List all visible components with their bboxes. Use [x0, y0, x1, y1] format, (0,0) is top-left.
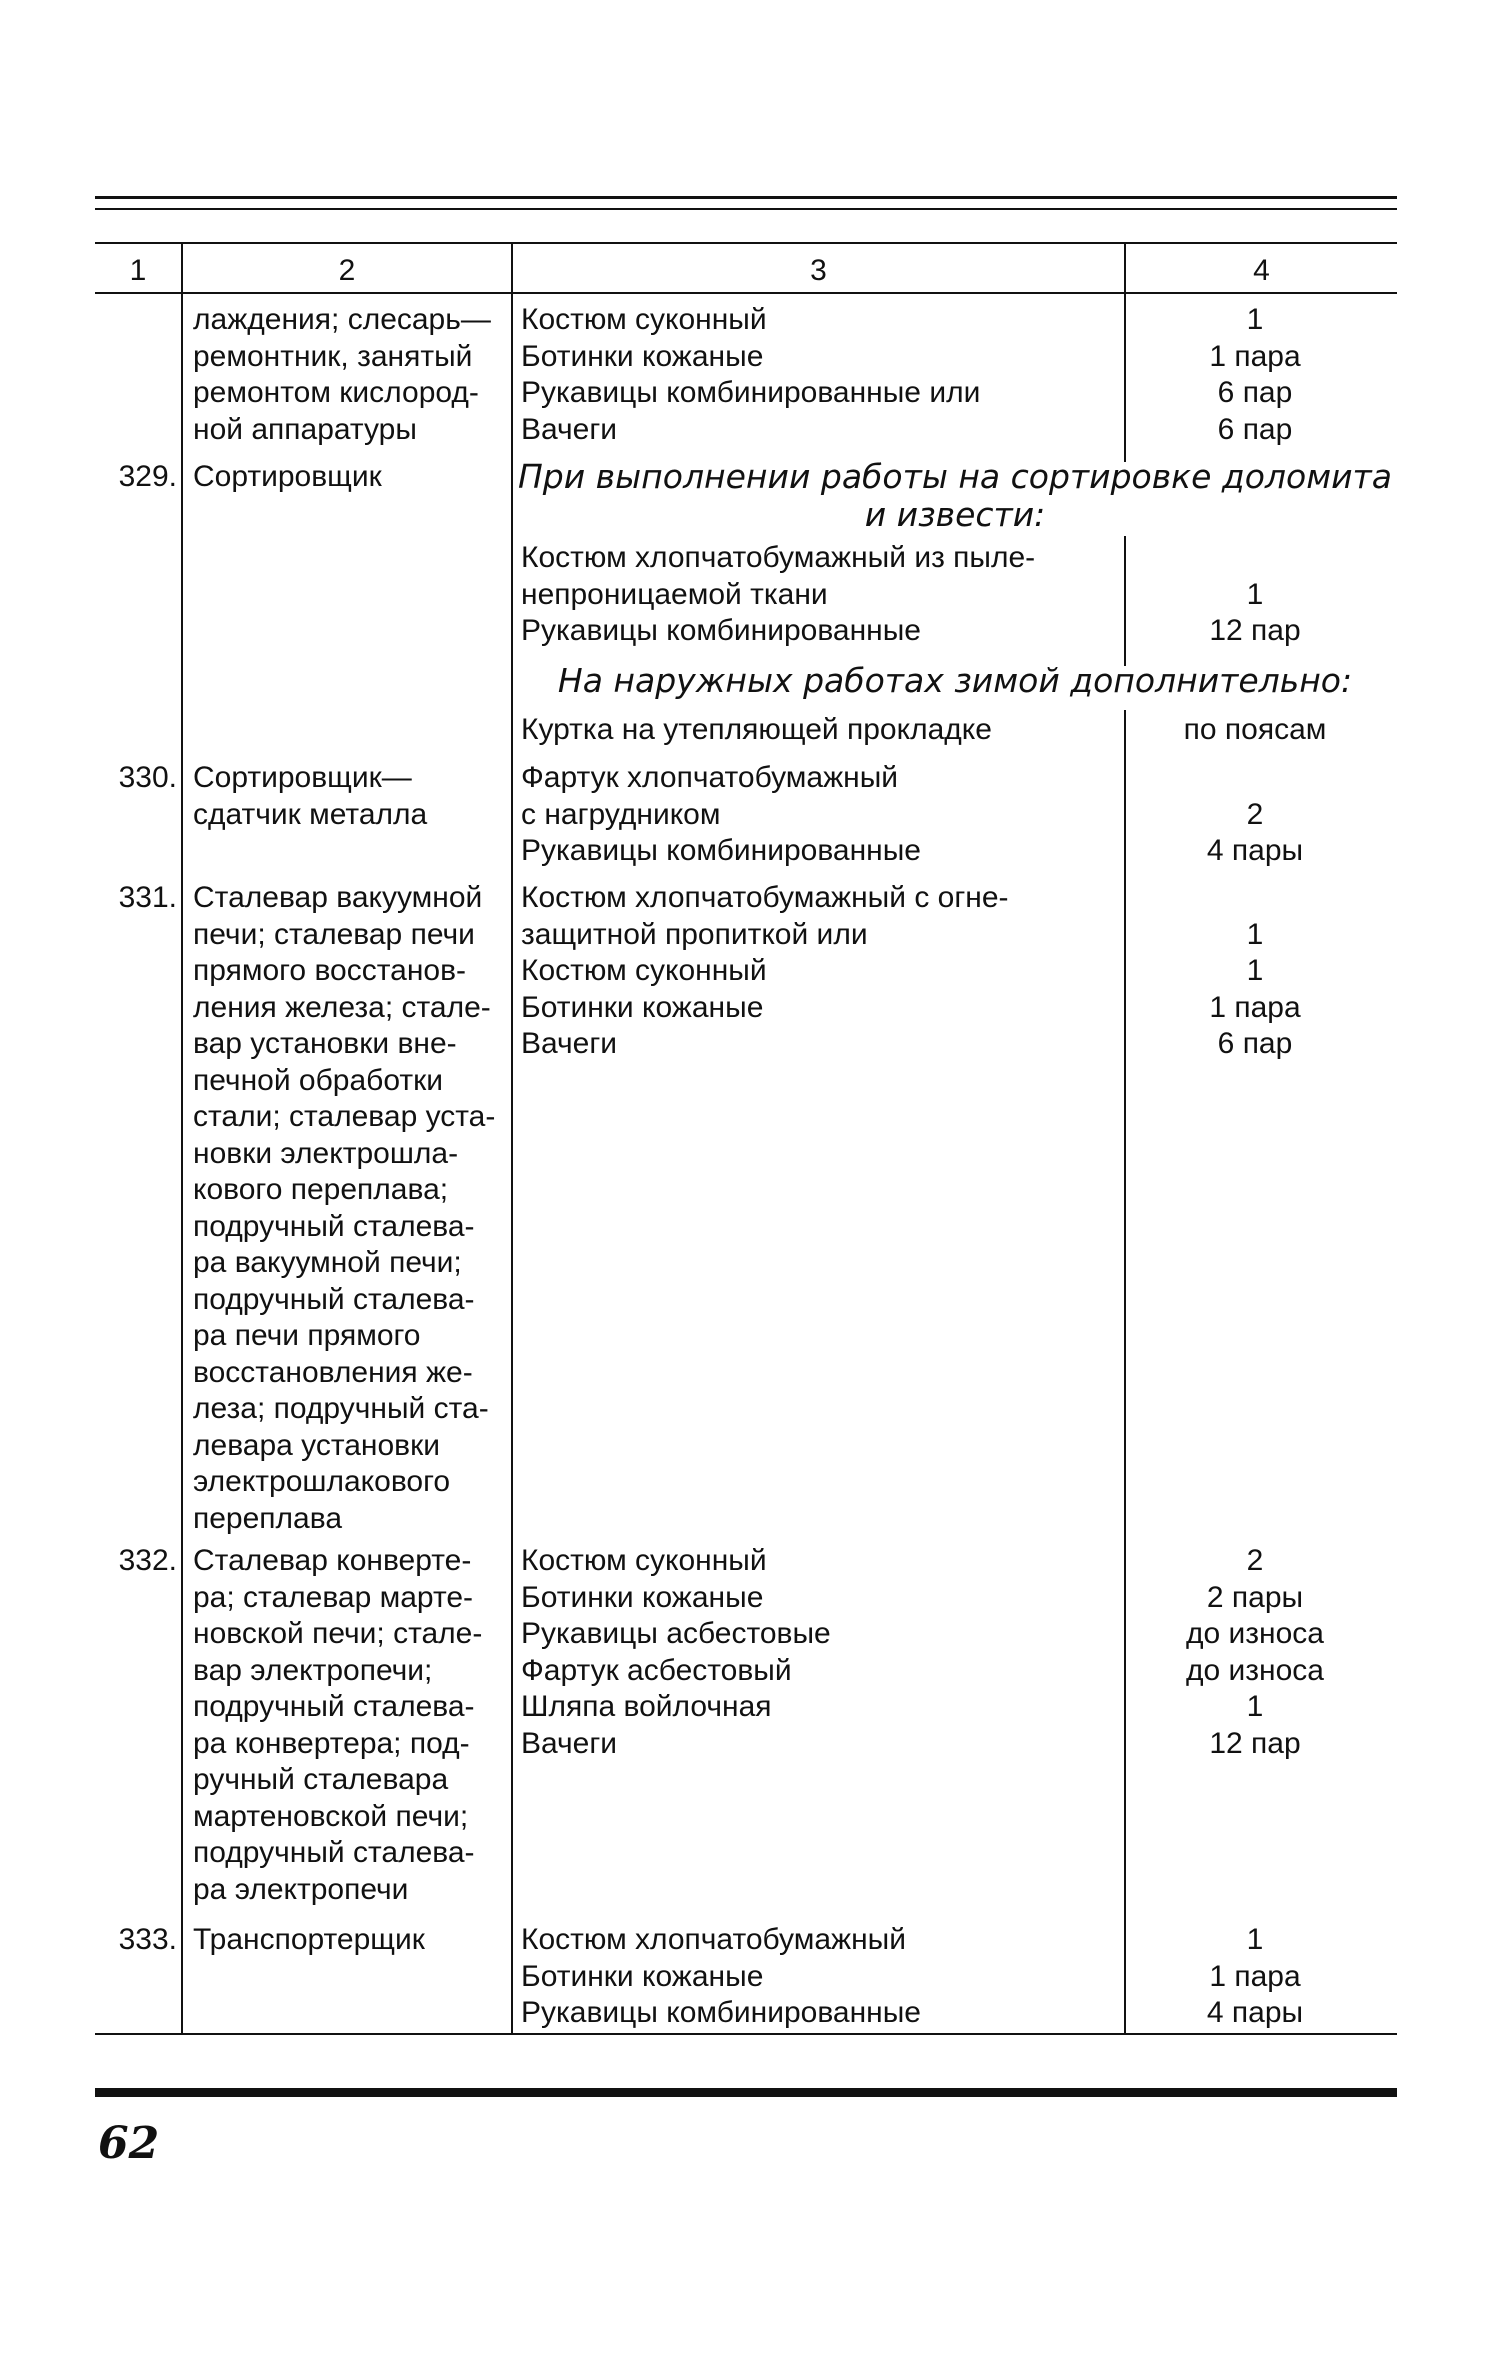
norm-line: 4 пары: [1206, 1996, 1304, 2029]
profession-line: ра вакуумной печи;: [193, 1246, 462, 1279]
item-line: Костюм хлопчатобумажный из пыле-: [521, 541, 1036, 574]
item-line: Ботинки кожаные: [521, 990, 764, 1024]
item-line: Вачеги: [521, 1726, 618, 1760]
item-line: Костюм хлопчатобумажный: [521, 1923, 906, 1956]
profession-line: электрошлакового: [193, 1465, 451, 1498]
section-title-line: и извести:: [864, 495, 1046, 534]
item-line: с нагрудником: [521, 797, 721, 831]
norm-line: 1: [1246, 954, 1264, 987]
profession-line: подручный сталева-: [193, 1690, 475, 1723]
norm-line: 2: [1246, 1544, 1264, 1577]
row-332-norms: [1140, 1543, 1370, 1762]
norm-line: 12 пар: [1209, 614, 1301, 647]
profession-line: мартеновской печи;: [193, 1799, 469, 1833]
norm-line: 12 пар: [1209, 1726, 1301, 1760]
norm-line: до износа: [1186, 1653, 1324, 1687]
row-333-items: [521, 1922, 921, 2032]
row-331-norms: [1140, 880, 1370, 1063]
profession-line: левара установки: [193, 1428, 441, 1462]
row-329-number: 329.: [118, 460, 177, 493]
profession-line: переплава: [193, 1501, 343, 1535]
row-329-profession: Сортировщик: [193, 460, 382, 493]
profession-line: вар электропечи;: [193, 1653, 433, 1687]
norm-line: 2: [1246, 797, 1264, 831]
row-329-section2-title: На наружных работах зимой дополнительно:: [557, 661, 1353, 700]
profession-line: Сталевар конверте-: [193, 1544, 472, 1577]
row-331-number: 331.: [118, 881, 177, 914]
row-330-profession: [193, 760, 427, 833]
norm-line: 1: [1246, 917, 1264, 951]
item-line: Костюм суконный: [521, 303, 767, 336]
row-332-items: [521, 1543, 831, 1762]
profession-line: кового переплава;: [193, 1173, 449, 1206]
item-line: непроницаемой ткани: [521, 577, 828, 611]
profession-line: Сортировщик—: [193, 761, 412, 794]
norm-line: 1: [1246, 1690, 1264, 1723]
item-line: Рукавицы комбинированные: [521, 614, 921, 647]
profession-line: сдатчик металла: [193, 797, 428, 831]
row-330-norms: [1140, 760, 1370, 870]
header-top-rule: [95, 242, 1397, 244]
profession-line: ной аппаратуры: [193, 412, 417, 446]
profession-line: стали; сталевар уста-: [193, 1100, 496, 1133]
profession-line: Сталевар вакуумной: [193, 881, 483, 914]
item-line: Фартук асбестовый: [521, 1653, 792, 1687]
item-line: Шляпа войлочная: [521, 1690, 772, 1723]
norm-line: [1140, 880, 1370, 917]
col-divider-1: [181, 242, 183, 2034]
top-rule-1: [95, 196, 1397, 199]
row-331-items: [521, 880, 1009, 1063]
row-333-norms: [1140, 1922, 1370, 2032]
profession-line: восстановления же-: [193, 1355, 473, 1389]
row-329-norm2: по поясам: [1183, 713, 1327, 746]
col-divider-3c: [1124, 710, 1126, 2034]
header-col4: 4: [1253, 254, 1270, 287]
profession-line: подручный сталева-: [193, 1209, 475, 1243]
norm-line: 1 пара: [1209, 990, 1301, 1024]
item-line: защитной пропиткой или: [521, 917, 868, 951]
row-332-number: 332.: [118, 1544, 177, 1577]
profession-line: ра конвертера; под-: [193, 1726, 470, 1760]
row-330-number: 330.: [118, 761, 177, 794]
profession-line: ра печи прямого: [193, 1319, 421, 1352]
header-col1: 1: [129, 254, 147, 287]
row-329-item2: Куртка на утепляющей прокладке: [521, 713, 992, 746]
item-line: Ботинки кожаные: [521, 339, 764, 373]
item-line: Костюм хлопчатобумажный с огне-: [521, 881, 1009, 914]
norm-line: 1 пара: [1209, 339, 1301, 373]
profession-line: печной обработки: [193, 1063, 443, 1097]
profession-line: прямого восстанов-: [193, 954, 467, 987]
header-col3: 3: [810, 254, 827, 287]
footer-rule: [95, 2088, 1397, 2097]
section-title-line: При выполнении работы на сортировке доломита: [517, 457, 1392, 496]
row-332-profession: [193, 1543, 482, 1908]
profession-line: ручный сталевара: [193, 1763, 449, 1796]
profession-line: новки электрошла-: [193, 1136, 459, 1170]
norm-line: 1 пара: [1209, 1959, 1301, 1993]
cont-items: [521, 302, 980, 448]
profession-line: подручный сталева-: [193, 1282, 475, 1316]
profession-line: лаждения; слесарь—: [193, 303, 491, 336]
item-line: Ботинки кожаные: [521, 1580, 764, 1614]
header-bottom-rule: [95, 292, 1397, 294]
norm-line: 6 пар: [1217, 376, 1293, 409]
row-333-number: 333.: [118, 1923, 177, 1956]
cont-norms: [1140, 302, 1370, 448]
norm-line: 6 пар: [1217, 412, 1293, 446]
item-line: Ботинки кожаные: [521, 1959, 764, 1993]
item-line: Рукавицы асбестовые: [521, 1617, 831, 1650]
row-329-items1: [521, 540, 1035, 650]
row-330-items: [521, 760, 921, 870]
cont-profession: [193, 302, 491, 448]
item-line: Костюм суконный: [521, 954, 767, 987]
item-line: Фартук хлопчатобумажный: [521, 761, 899, 794]
norm-line: 6 пар: [1217, 1027, 1293, 1060]
norm-line: [1140, 760, 1370, 797]
profession-line: печи; сталевар печи: [193, 917, 475, 951]
page-number: 62: [98, 2118, 160, 2169]
table-bottom-rule: [95, 2033, 1397, 2035]
norm-line: 4 пары: [1206, 834, 1304, 867]
norm-line: 2 пары: [1206, 1580, 1304, 1614]
profession-line: вар установки вне-: [193, 1027, 457, 1060]
profession-line: подручный сталева-: [193, 1836, 475, 1869]
profession-line: леза; подручный ста-: [193, 1392, 489, 1425]
norm-line: [1140, 540, 1370, 577]
row-331-profession: [193, 880, 495, 1537]
norm-line: 1: [1246, 303, 1264, 336]
item-line: Рукавицы комбинированные: [521, 834, 921, 867]
item-line: Вачеги: [521, 412, 618, 446]
header-col2: 2: [338, 254, 356, 287]
item-line: Костюм суконный: [521, 1544, 767, 1577]
profession-line: ра; сталевар марте-: [193, 1580, 474, 1614]
item-line: Рукавицы комбинированные: [521, 1996, 921, 2029]
row-329-section1-title: [513, 458, 1397, 534]
profession-line: ремонтом кислород-: [193, 376, 479, 409]
item-line: Вачеги: [521, 1027, 618, 1060]
profession-line: новской печи; стале-: [193, 1617, 483, 1650]
col-divider-3b: [1124, 536, 1126, 666]
norm-line: до износа: [1186, 1617, 1324, 1650]
top-rule-2: [95, 208, 1397, 210]
row-333-profession: Транспортерщик: [193, 1923, 425, 1956]
row-329-norms1: [1140, 540, 1370, 650]
profession-line: ра электропечи: [193, 1872, 409, 1906]
profession-line: ремонтник, занятый: [193, 339, 473, 373]
norm-line: 1: [1246, 1923, 1264, 1956]
profession-line: ления железа; стале-: [193, 990, 491, 1024]
item-line: Рукавицы комбинированные или: [521, 376, 981, 409]
norm-line: 1: [1246, 577, 1264, 611]
